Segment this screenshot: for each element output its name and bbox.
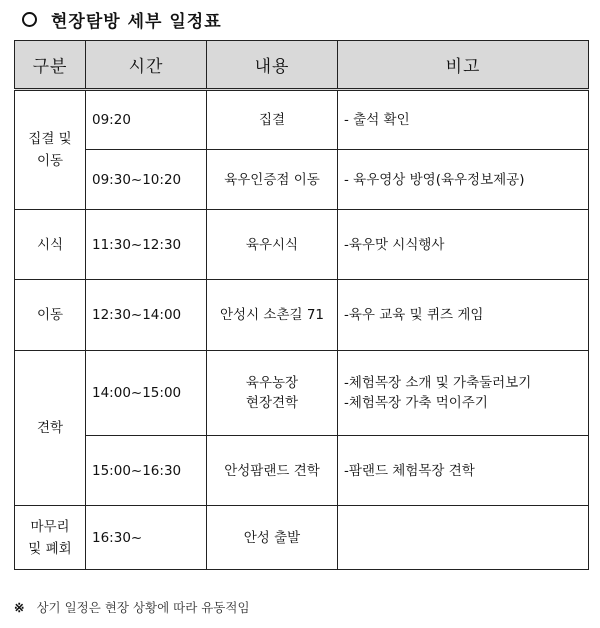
header-content: 내용 xyxy=(207,41,338,90)
remarks-cell xyxy=(338,150,589,210)
footnote xyxy=(14,598,250,616)
header-row xyxy=(15,41,589,90)
text-line: 육우시식 xyxy=(245,236,299,253)
content-cell xyxy=(207,90,338,150)
text-line: 마무리 xyxy=(30,518,70,535)
time-cell: 09:20 xyxy=(86,90,207,150)
remarks-cell xyxy=(338,90,589,150)
header-time: 시간 xyxy=(86,41,207,90)
remarks-cell xyxy=(338,506,589,570)
time-cell: 11:30~12:30 xyxy=(86,210,207,280)
text-line: -팜랜드 체험목장 견학 xyxy=(344,462,475,479)
table-row xyxy=(15,90,589,150)
category-cell xyxy=(15,280,86,351)
table-row xyxy=(15,351,589,436)
text-line: - 육우영상 방영(육우정보제공) xyxy=(344,171,525,188)
content-cell xyxy=(207,210,338,280)
text-line: -육우 교육 및 퀴즈 게임 xyxy=(344,307,484,323)
time-cell: 09:30~10:20 xyxy=(86,150,207,210)
text-line: -체험목장 소개 및 가축둘러보기 xyxy=(344,375,532,391)
footnote-text: 상기 일정은 현장 상황에 따라 유동적임 xyxy=(36,600,250,615)
category-cell xyxy=(15,351,86,506)
text-line: -체험목장 가축 먹이주기 xyxy=(344,395,488,411)
content-cell xyxy=(207,436,338,506)
text-line: 안성 출발 xyxy=(243,529,301,546)
content-cell xyxy=(207,351,338,436)
text-line: - 출석 확인 xyxy=(344,112,410,128)
text-line: 안성팜랜드 견학 xyxy=(224,462,320,479)
time-cell: 15:00~16:30 xyxy=(86,436,207,506)
text-line: 집결 및 xyxy=(28,131,72,147)
text-line: 이동 xyxy=(36,307,64,323)
reference-mark-icon: ※ xyxy=(14,600,25,615)
content-cell xyxy=(207,150,338,210)
text-line: 이동 xyxy=(36,153,64,169)
remarks-cell xyxy=(338,210,589,280)
remarks-cell xyxy=(338,436,589,506)
table-row xyxy=(15,210,589,280)
remarks-cell xyxy=(338,280,589,351)
header-category: 구분 xyxy=(15,41,86,90)
text-line: 시식 xyxy=(36,236,64,253)
time-cell: 12:30~14:00 xyxy=(86,280,207,351)
text-line: 육우인증점 이동 xyxy=(224,171,320,188)
header-remarks: 비고 xyxy=(338,41,589,90)
page-title xyxy=(22,6,222,32)
time-cell: 14:00~15:00 xyxy=(86,351,207,436)
table-row xyxy=(15,506,589,570)
schedule-table xyxy=(14,40,589,570)
table-row xyxy=(15,150,589,210)
text-line: 현장견학 xyxy=(245,395,299,411)
remarks-cell xyxy=(338,351,589,436)
text-line: 견학 xyxy=(36,420,64,436)
text-line: 집결 xyxy=(258,112,286,128)
content-cell xyxy=(207,506,338,570)
text-line: -육우맛 시식행사 xyxy=(344,236,445,253)
table-row xyxy=(15,280,589,351)
table-row xyxy=(15,436,589,506)
category-cell xyxy=(15,90,86,210)
title-text: 현장탐방 세부 일정표 xyxy=(51,11,222,32)
time-cell: 16:30~ xyxy=(86,506,207,570)
text-line: 육우농장 xyxy=(245,375,299,391)
category-cell xyxy=(15,210,86,280)
category-cell xyxy=(15,506,86,570)
text-line: 안성시 소촌길 71 xyxy=(219,307,324,323)
circle-bullet-icon xyxy=(22,12,37,27)
content-cell xyxy=(207,280,338,351)
text-line: 및 폐회 xyxy=(28,540,72,557)
